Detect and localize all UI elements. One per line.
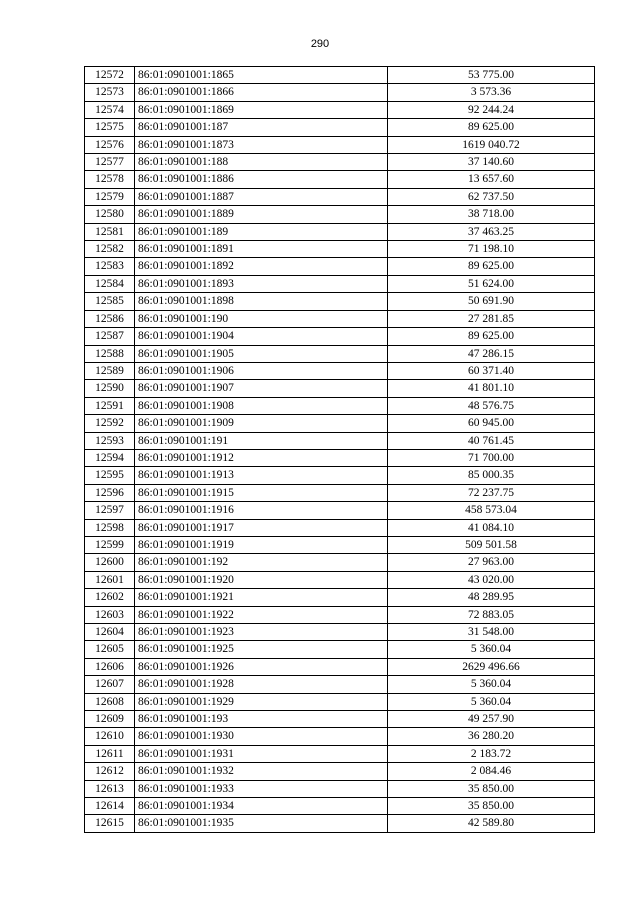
row-number-cell: 12613 xyxy=(85,780,135,797)
cadastral-number-cell: 86:01:0901001:1922 xyxy=(135,606,388,623)
cadastral-number-cell: 86:01:0901001:1907 xyxy=(135,380,388,397)
cadastral-value-cell: 35 850.00 xyxy=(388,798,595,815)
cadastral-value-cell: 27 281.85 xyxy=(388,310,595,327)
table-row xyxy=(85,345,595,362)
row-number-cell: 12601 xyxy=(85,571,135,588)
table-row xyxy=(85,119,595,136)
cadastral-number-cell: 86:01:0901001:189 xyxy=(135,223,388,240)
cadastral-value-cell: 31 548.00 xyxy=(388,624,595,641)
cadastral-value-cell: 48 289.95 xyxy=(388,589,595,606)
table-row xyxy=(85,519,595,536)
row-number-cell: 12597 xyxy=(85,502,135,519)
cadastral-number-cell: 86:01:0901001:1873 xyxy=(135,136,388,153)
cadastral-number-cell: 86:01:0901001:1908 xyxy=(135,397,388,414)
row-number-cell: 12586 xyxy=(85,310,135,327)
row-number-cell: 12614 xyxy=(85,798,135,815)
cadastral-number-cell: 86:01:0901001:1869 xyxy=(135,101,388,118)
table-body xyxy=(85,67,595,833)
cadastral-value-cell: 49 257.90 xyxy=(388,711,595,728)
row-number-cell: 12598 xyxy=(85,519,135,536)
table-row xyxy=(85,67,595,84)
table-row xyxy=(85,763,595,780)
row-number-cell: 12599 xyxy=(85,536,135,553)
cadastral-number-cell: 86:01:0901001:1930 xyxy=(135,728,388,745)
cadastral-value-cell: 47 286.15 xyxy=(388,345,595,362)
table-row xyxy=(85,676,595,693)
table-row xyxy=(85,188,595,205)
row-number-cell: 12596 xyxy=(85,484,135,501)
cadastral-number-cell: 86:01:0901001:1934 xyxy=(135,798,388,815)
cadastral-value-cell: 458 573.04 xyxy=(388,502,595,519)
cadastral-value-cell: 50 691.90 xyxy=(388,293,595,310)
table-row xyxy=(85,362,595,379)
cadastral-value-cell: 2 084.46 xyxy=(388,763,595,780)
cadastral-value-cell: 5 360.04 xyxy=(388,676,595,693)
table-row xyxy=(85,449,595,466)
cadastral-number-cell: 86:01:0901001:1866 xyxy=(135,84,388,101)
table-row xyxy=(85,432,595,449)
cadastral-number-cell: 86:01:0901001:1865 xyxy=(135,67,388,84)
row-number-cell: 12572 xyxy=(85,67,135,84)
cadastral-number-cell: 86:01:0901001:1916 xyxy=(135,502,388,519)
table-row xyxy=(85,397,595,414)
cadastral-value-cell: 3 573.36 xyxy=(388,84,595,101)
row-number-cell: 12582 xyxy=(85,241,135,258)
table-row xyxy=(85,815,595,832)
cadastral-number-cell: 86:01:0901001:193 xyxy=(135,711,388,728)
table-row xyxy=(85,606,595,623)
table-row xyxy=(85,745,595,762)
cadastral-number-cell: 86:01:0901001:1931 xyxy=(135,745,388,762)
row-number-cell: 12594 xyxy=(85,449,135,466)
table-row xyxy=(85,206,595,223)
table-row xyxy=(85,258,595,275)
table-row xyxy=(85,780,595,797)
row-number-cell: 12573 xyxy=(85,84,135,101)
row-number-cell: 12615 xyxy=(85,815,135,832)
cadastral-number-cell: 86:01:0901001:1928 xyxy=(135,676,388,693)
row-number-cell: 12575 xyxy=(85,119,135,136)
row-number-cell: 12576 xyxy=(85,136,135,153)
cadastral-number-cell: 86:01:0901001:187 xyxy=(135,119,388,136)
row-number-cell: 12579 xyxy=(85,188,135,205)
cadastral-number-cell: 86:01:0901001:1929 xyxy=(135,693,388,710)
cadastral-value-cell: 35 850.00 xyxy=(388,780,595,797)
cadastral-value-cell: 43 020.00 xyxy=(388,571,595,588)
cadastral-number-cell: 86:01:0901001:1932 xyxy=(135,763,388,780)
row-number-cell: 12590 xyxy=(85,380,135,397)
row-number-cell: 12608 xyxy=(85,693,135,710)
cadastral-value-cell: 1619 040.72 xyxy=(388,136,595,153)
cadastral-value-cell: 41 084.10 xyxy=(388,519,595,536)
cadastral-value-cell: 5 360.04 xyxy=(388,641,595,658)
row-number-cell: 12588 xyxy=(85,345,135,362)
table-row xyxy=(85,154,595,171)
cadastral-value-cell: 85 000.35 xyxy=(388,467,595,484)
cadastral-value-cell: 42 589.80 xyxy=(388,815,595,832)
cadastral-value-cell: 72 237.75 xyxy=(388,484,595,501)
cadastral-value-cell: 89 625.00 xyxy=(388,258,595,275)
cadastral-number-cell: 86:01:0901001:1923 xyxy=(135,624,388,641)
cadastral-number-cell: 86:01:0901001:1909 xyxy=(135,415,388,432)
table-row xyxy=(85,380,595,397)
row-number-cell: 12583 xyxy=(85,258,135,275)
cadastral-value-cell: 13 657.60 xyxy=(388,171,595,188)
row-number-cell: 12574 xyxy=(85,101,135,118)
table-row xyxy=(85,241,595,258)
table-row xyxy=(85,728,595,745)
cadastral-number-cell: 86:01:0901001:1898 xyxy=(135,293,388,310)
row-number-cell: 12589 xyxy=(85,362,135,379)
cadastral-value-cell: 38 718.00 xyxy=(388,206,595,223)
table-row xyxy=(85,554,595,571)
cadastral-value-cell: 51 624.00 xyxy=(388,275,595,292)
cadastral-number-cell: 86:01:0901001:1917 xyxy=(135,519,388,536)
table-row xyxy=(85,571,595,588)
table-row xyxy=(85,589,595,606)
cadastral-value-cell: 89 625.00 xyxy=(388,328,595,345)
table-row xyxy=(85,711,595,728)
table-row xyxy=(85,328,595,345)
cadastral-value-cell: 71 700.00 xyxy=(388,449,595,466)
table-row xyxy=(85,171,595,188)
table-row xyxy=(85,275,595,292)
cadastral-value-cell: 60 945.00 xyxy=(388,415,595,432)
cadastral-number-cell: 86:01:0901001:1887 xyxy=(135,188,388,205)
table-row xyxy=(85,658,595,675)
cadastral-value-cell: 2629 496.66 xyxy=(388,658,595,675)
cadastral-value-cell: 71 198.10 xyxy=(388,241,595,258)
table-row xyxy=(85,502,595,519)
cadastral-number-cell: 86:01:0901001:1925 xyxy=(135,641,388,658)
cadastral-value-cell: 37 140.60 xyxy=(388,154,595,171)
table-row xyxy=(85,415,595,432)
cadastral-number-cell: 86:01:0901001:1893 xyxy=(135,275,388,292)
table-row xyxy=(85,223,595,240)
row-number-cell: 12584 xyxy=(85,275,135,292)
row-number-cell: 12593 xyxy=(85,432,135,449)
table-row xyxy=(85,136,595,153)
table-row xyxy=(85,693,595,710)
cadastral-number-cell: 86:01:0901001:1919 xyxy=(135,536,388,553)
row-number-cell: 12591 xyxy=(85,397,135,414)
cadastral-value-table xyxy=(84,66,595,833)
cadastral-number-cell: 86:01:0901001:1913 xyxy=(135,467,388,484)
cadastral-value-cell: 48 576.75 xyxy=(388,397,595,414)
cadastral-number-cell: 86:01:0901001:1921 xyxy=(135,589,388,606)
row-number-cell: 12612 xyxy=(85,763,135,780)
row-number-cell: 12587 xyxy=(85,328,135,345)
cadastral-value-cell: 509 501.58 xyxy=(388,536,595,553)
cadastral-number-cell: 86:01:0901001:1905 xyxy=(135,345,388,362)
cadastral-number-cell: 86:01:0901001:192 xyxy=(135,554,388,571)
table-row xyxy=(85,101,595,118)
cadastral-value-cell: 2 183.72 xyxy=(388,745,595,762)
cadastral-value-cell: 72 883.05 xyxy=(388,606,595,623)
row-number-cell: 12606 xyxy=(85,658,135,675)
cadastral-value-cell: 62 737.50 xyxy=(388,188,595,205)
row-number-cell: 12604 xyxy=(85,624,135,641)
row-number-cell: 12595 xyxy=(85,467,135,484)
row-number-cell: 12609 xyxy=(85,711,135,728)
cadastral-number-cell: 86:01:0901001:1912 xyxy=(135,449,388,466)
table-row xyxy=(85,484,595,501)
cadastral-value-cell: 5 360.04 xyxy=(388,693,595,710)
table-row xyxy=(85,84,595,101)
cadastral-value-cell: 53 775.00 xyxy=(388,67,595,84)
row-number-cell: 12610 xyxy=(85,728,135,745)
table-row xyxy=(85,624,595,641)
cadastral-number-cell: 86:01:0901001:191 xyxy=(135,432,388,449)
row-number-cell: 12577 xyxy=(85,154,135,171)
cadastral-value-cell: 27 963.00 xyxy=(388,554,595,571)
cadastral-number-cell: 86:01:0901001:188 xyxy=(135,154,388,171)
row-number-cell: 12607 xyxy=(85,676,135,693)
cadastral-number-cell: 86:01:0901001:1915 xyxy=(135,484,388,501)
cadastral-number-cell: 86:01:0901001:1891 xyxy=(135,241,388,258)
cadastral-number-cell: 86:01:0901001:1904 xyxy=(135,328,388,345)
row-number-cell: 12585 xyxy=(85,293,135,310)
page-number: 290 xyxy=(310,38,330,50)
cadastral-number-cell: 86:01:0901001:1886 xyxy=(135,171,388,188)
row-number-cell: 12592 xyxy=(85,415,135,432)
row-number-cell: 12600 xyxy=(85,554,135,571)
cadastral-value-cell: 89 625.00 xyxy=(388,119,595,136)
table-row xyxy=(85,798,595,815)
table-row xyxy=(85,467,595,484)
cadastral-number-cell: 86:01:0901001:1933 xyxy=(135,780,388,797)
row-number-cell: 12581 xyxy=(85,223,135,240)
row-number-cell: 12611 xyxy=(85,745,135,762)
cadastral-value-cell: 36 280.20 xyxy=(388,728,595,745)
cadastral-number-cell: 86:01:0901001:1920 xyxy=(135,571,388,588)
row-number-cell: 12580 xyxy=(85,206,135,223)
cadastral-value-cell: 37 463.25 xyxy=(388,223,595,240)
cadastral-number-cell: 86:01:0901001:190 xyxy=(135,310,388,327)
cadastral-number-cell: 86:01:0901001:1889 xyxy=(135,206,388,223)
row-number-cell: 12603 xyxy=(85,606,135,623)
table-row xyxy=(85,293,595,310)
table-row xyxy=(85,641,595,658)
row-number-cell: 12578 xyxy=(85,171,135,188)
row-number-cell: 12605 xyxy=(85,641,135,658)
cadastral-value-cell: 60 371.40 xyxy=(388,362,595,379)
row-number-cell: 12602 xyxy=(85,589,135,606)
cadastral-value-cell: 40 761.45 xyxy=(388,432,595,449)
cadastral-value-cell: 92 244.24 xyxy=(388,101,595,118)
cadastral-value-cell: 41 801.10 xyxy=(388,380,595,397)
cadastral-number-cell: 86:01:0901001:1926 xyxy=(135,658,388,675)
table-row xyxy=(85,536,595,553)
table-row xyxy=(85,310,595,327)
cadastral-number-cell: 86:01:0901001:1935 xyxy=(135,815,388,832)
cadastral-number-cell: 86:01:0901001:1906 xyxy=(135,362,388,379)
cadastral-number-cell: 86:01:0901001:1892 xyxy=(135,258,388,275)
